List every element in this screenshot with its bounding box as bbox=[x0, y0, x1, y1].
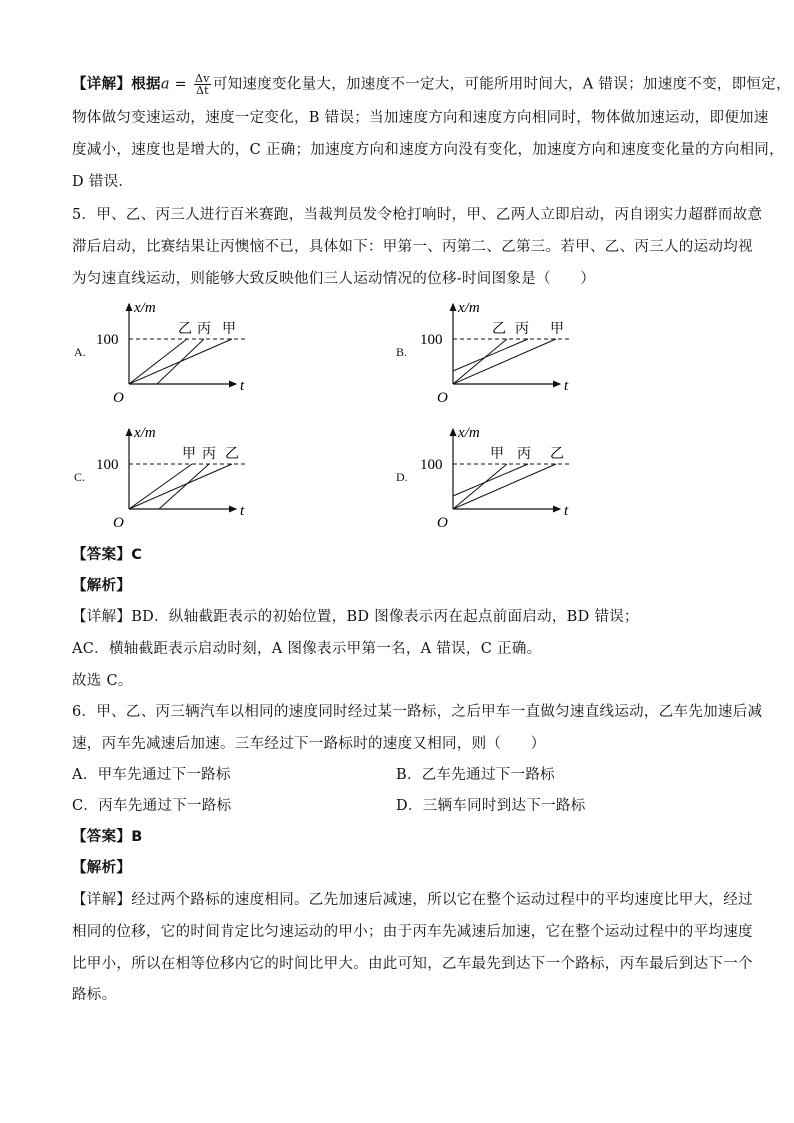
q6-stem-1: 6．甲、乙、丙三辆汽车以相同的速度同时经过某一路标，之后甲车一直做匀速直线运动，乙车先加速后减 bbox=[72, 704, 763, 720]
line-label-1: 甲 bbox=[182, 447, 196, 462]
q6-option-b: B．乙车先通过下一路标 bbox=[396, 767, 555, 783]
origin-label: O bbox=[437, 390, 448, 406]
q6-stem-2: 速，丙车先减速后加速。三车经过下一路标时的速度又相同，则（ ） bbox=[72, 736, 546, 752]
line-label-3: 甲 bbox=[550, 322, 564, 337]
y-axis-label: x/m bbox=[134, 300, 156, 316]
line-yi bbox=[129, 464, 232, 509]
q4-line-2: 物体做匀变速运动，速度一定变化，B 错误；当加速度方向和速度方向相同时，物体做加速运动，即便加速 bbox=[72, 110, 769, 126]
q6-detail-1: 【详解】经过两个路标的速度相同。乙先加速后减速，所以它在整个运动过程中的平均速度比甲大，经过 bbox=[72, 892, 753, 908]
q4-line-4: D 错误． bbox=[72, 174, 134, 190]
q6-detail-2: 相同的位移，它的时间肯定比匀速运动的甲小；由于丙车先减速后加速，它在整个运动过程中的平均速度 bbox=[72, 924, 753, 940]
option-a-graph bbox=[96, 298, 260, 408]
option-a-label: A. bbox=[74, 345, 86, 359]
formula-eq: = bbox=[169, 76, 193, 93]
line-jia bbox=[453, 339, 556, 384]
line-yi bbox=[453, 464, 556, 509]
option-c-label: C. bbox=[74, 470, 86, 484]
option-d-label: D. bbox=[396, 470, 408, 484]
line-label-3: 乙 bbox=[550, 447, 564, 462]
q5-stem-3: 为匀速直线运动，则能够大致反映他们三人运动情况的位移-时间图象是（ ） bbox=[72, 271, 596, 287]
option-b-graph bbox=[420, 298, 584, 408]
y-axis-label: x/m bbox=[458, 300, 480, 316]
q6-answer: 【答案】B bbox=[72, 829, 143, 845]
line-yi bbox=[129, 339, 187, 384]
tick-100: 100 bbox=[420, 332, 443, 348]
line-label-2: 丙 bbox=[517, 447, 531, 462]
line-label-2: 丙 bbox=[197, 322, 211, 337]
q6-option-a: A．甲车先通过下一路标 bbox=[72, 767, 231, 783]
tick-100: 100 bbox=[420, 457, 443, 473]
line-label-3: 乙 bbox=[225, 447, 239, 462]
x-axis-label: t bbox=[564, 503, 569, 519]
line-bing bbox=[159, 464, 209, 509]
x-axis-label: t bbox=[564, 378, 569, 394]
q4-detail-prefix: 【详解】根据 bbox=[72, 76, 161, 93]
q5-stem-1: 5．甲、乙、丙三人进行百米赛跑，当裁判员发令枪打响时，甲、乙两人立即启动，丙自诩实力超群而故意 bbox=[72, 207, 763, 223]
line-label-1: 乙 bbox=[492, 322, 506, 337]
q5-answer: 【答案】C bbox=[72, 547, 143, 563]
option-d-graph bbox=[420, 423, 584, 533]
q5-stem-2: 滞后启动，比赛结果让丙懊恼不已，具体如下：甲第一、丙第二、乙第三。若甲、乙、丙三人的运动均视 bbox=[72, 239, 753, 255]
line-label-2: 丙 bbox=[515, 322, 529, 337]
line-bing bbox=[453, 339, 528, 371]
q5-detail-3: 故选 C。 bbox=[72, 673, 133, 689]
q4-line-1 bbox=[72, 73, 791, 96]
q4-line-3: 度减小，速度也是增大的，C 正确；加速度方向和速度方向没有变化，加速度方向和速度变化量的方向相同， bbox=[72, 142, 784, 158]
line-jia bbox=[129, 339, 232, 384]
q4-line-1-rest: 可知速度变化量大，加速度不一定大，可能所用时间大，A 错误；加速度不变，即恒定， bbox=[212, 76, 791, 93]
y-axis-label: x/m bbox=[134, 425, 156, 441]
formula-numerator: Δv bbox=[195, 72, 210, 85]
q5-analysis-heading: 【解析】 bbox=[72, 578, 132, 594]
option-c-graph bbox=[96, 423, 260, 533]
origin-label: O bbox=[113, 390, 124, 406]
formula-fraction bbox=[194, 73, 211, 96]
q5-detail-1: 【详解】BD．纵轴截距表示的初始位置，BD 图像表示丙在起点前面启动，BD 错误； bbox=[72, 609, 639, 625]
q6-detail-4: 路标。 bbox=[72, 987, 117, 1003]
origin-label: O bbox=[113, 515, 124, 531]
y-axis-label: x/m bbox=[458, 425, 480, 441]
line-label-3: 甲 bbox=[222, 322, 236, 337]
line-label-1: 乙 bbox=[178, 322, 192, 337]
line-bing bbox=[453, 464, 528, 496]
tick-100: 100 bbox=[96, 332, 119, 348]
line-label-1: 甲 bbox=[490, 447, 504, 462]
q6-option-d: D．三辆车同时到达下一路标 bbox=[396, 798, 586, 814]
formula-a: a bbox=[160, 76, 170, 93]
q5-detail-2: AC．横轴截距表示启动时刻，A 图像表示甲第一名，A 错误，C 正确。 bbox=[72, 641, 542, 657]
line-jia bbox=[453, 464, 507, 509]
q6-detail-3: 比甲小，所以在相等位移内它的时间比甲大。由此可知，乙车最先到达下一个路标，丙车最后到达下一个 bbox=[72, 956, 753, 972]
q6-option-c: C．丙车先通过下一路标 bbox=[72, 798, 232, 814]
x-axis-label: t bbox=[240, 378, 245, 394]
option-b-label: B. bbox=[396, 345, 408, 359]
line-yi bbox=[453, 339, 507, 384]
line-jia bbox=[129, 464, 192, 509]
tick-100: 100 bbox=[96, 457, 119, 473]
line-label-2: 丙 bbox=[202, 447, 216, 462]
formula-denominator: Δt bbox=[195, 84, 209, 97]
origin-label: O bbox=[437, 515, 448, 531]
q6-analysis-heading: 【解析】 bbox=[72, 860, 132, 876]
x-axis-label: t bbox=[240, 503, 245, 519]
